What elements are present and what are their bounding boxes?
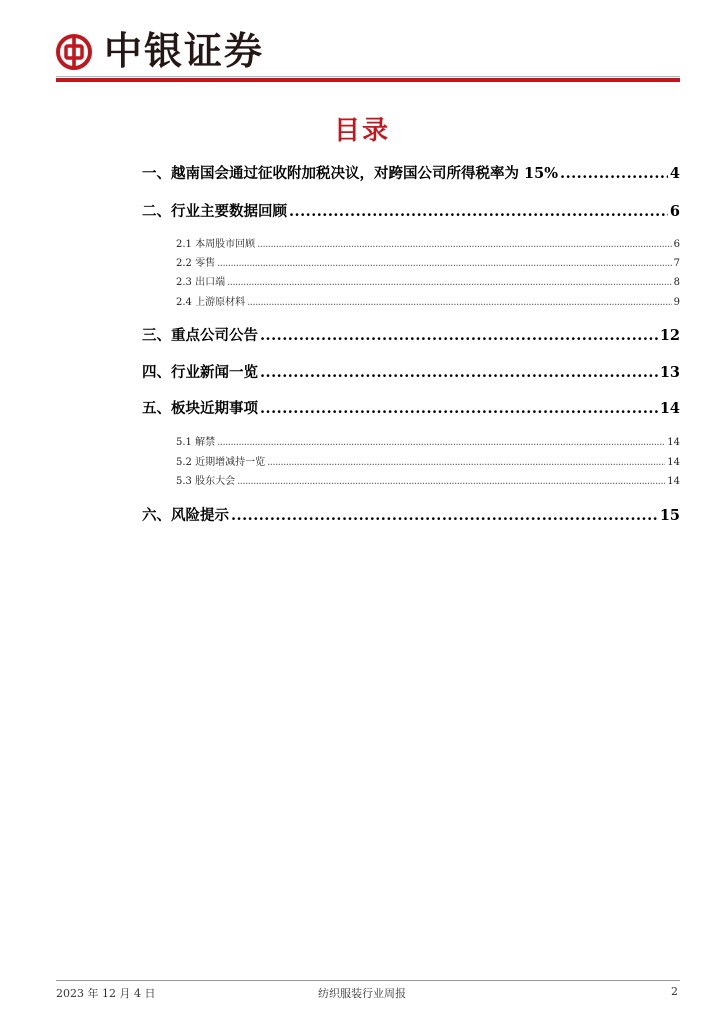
footer-divider: [56, 980, 680, 981]
toc-entry-text: 六、风险提示: [142, 507, 229, 524]
toc-entry-5-3[interactable]: [176, 472, 680, 487]
footer-date: 2023 年 12 月 4 日: [56, 987, 156, 1000]
toc-leader-dots: [267, 457, 665, 468]
header-divider: [56, 76, 680, 77]
toc-entry-text: 2.1 本周股市回顾: [176, 239, 256, 250]
toc-entry-2-1[interactable]: [176, 235, 680, 250]
toc-entry-page: 15: [659, 507, 680, 524]
toc-leader-dots: [231, 507, 658, 524]
toc-leader-dots: [217, 258, 672, 269]
toc-entry-page: 9: [673, 297, 680, 308]
toc-entry-5-2[interactable]: [176, 453, 680, 468]
toc-entry-text: 五、板块近期事项: [142, 400, 258, 417]
toc-entry-text: 三、重点公司公告: [142, 327, 258, 344]
toc-leader-dots: [247, 297, 672, 308]
toc-entry-6[interactable]: [142, 504, 680, 525]
toc-entry-page: 7: [673, 258, 680, 269]
toc-entry-page: 14: [667, 437, 680, 448]
toc-entry-text: 二、行业主要数据回顾: [142, 203, 287, 220]
toc-entry-page: 14: [667, 476, 680, 487]
footer-report-name: 纺织服装行业周报: [318, 987, 406, 1000]
header-accent-bar: [56, 78, 680, 82]
toc-leader-dots: [257, 239, 672, 250]
toc-leader-dots: [289, 203, 668, 220]
footer-page-number: 2: [671, 985, 678, 998]
toc-leader-dots: [227, 277, 672, 288]
toc-entry-page: 8: [673, 277, 680, 288]
brand-name: 中银证券: [104, 29, 265, 73]
bank-of-china-logo-icon: [56, 34, 92, 70]
toc-entry-1[interactable]: [142, 162, 680, 183]
toc-leader-dots: [260, 364, 658, 381]
toc-entry-text: 5.2 近期增减持一览: [176, 457, 266, 468]
toc-entry-page: 12: [659, 327, 680, 344]
toc-entry-2-2[interactable]: [176, 254, 680, 269]
toc-entry-page: 14: [667, 457, 680, 468]
toc-entry-page: 6: [673, 239, 680, 250]
toc-entry-3[interactable]: [142, 324, 680, 345]
toc-entry-text: 5.3 股东大会: [176, 476, 236, 487]
toc-entry-5-1[interactable]: [176, 433, 680, 448]
toc-entry-text: 一、越南国会通过征收附加税决议，对跨国公司所得税率为 15%: [142, 165, 559, 182]
toc-entry-page: 6: [669, 203, 680, 220]
toc-leader-dots: [260, 400, 658, 417]
toc-leader-dots: [217, 437, 665, 448]
toc-entry-text: 四、行业新闻一览: [142, 364, 258, 381]
toc-entry-page: 14: [659, 400, 680, 417]
toc-entry-text: 5.1 解禁: [176, 437, 216, 448]
toc-entry-text: 2.2 零售: [176, 258, 216, 269]
toc-entry-2-4[interactable]: [176, 293, 680, 308]
toc-entry-5[interactable]: [142, 397, 680, 418]
toc-entry-2[interactable]: [142, 200, 680, 221]
toc-entry-page: 4: [669, 165, 680, 182]
toc-leader-dots: [237, 476, 665, 487]
toc-entry-page: 13: [659, 364, 680, 381]
toc-leader-dots: [560, 165, 668, 182]
toc-title: 目录: [333, 116, 390, 146]
toc-leader-dots: [260, 327, 658, 344]
toc-entry-text: 2.4 上游原材料: [176, 297, 246, 308]
toc-entry-2-3[interactable]: [176, 273, 680, 288]
toc-entry-4[interactable]: [142, 361, 680, 382]
toc-entry-text: 2.3 出口端: [176, 277, 226, 288]
